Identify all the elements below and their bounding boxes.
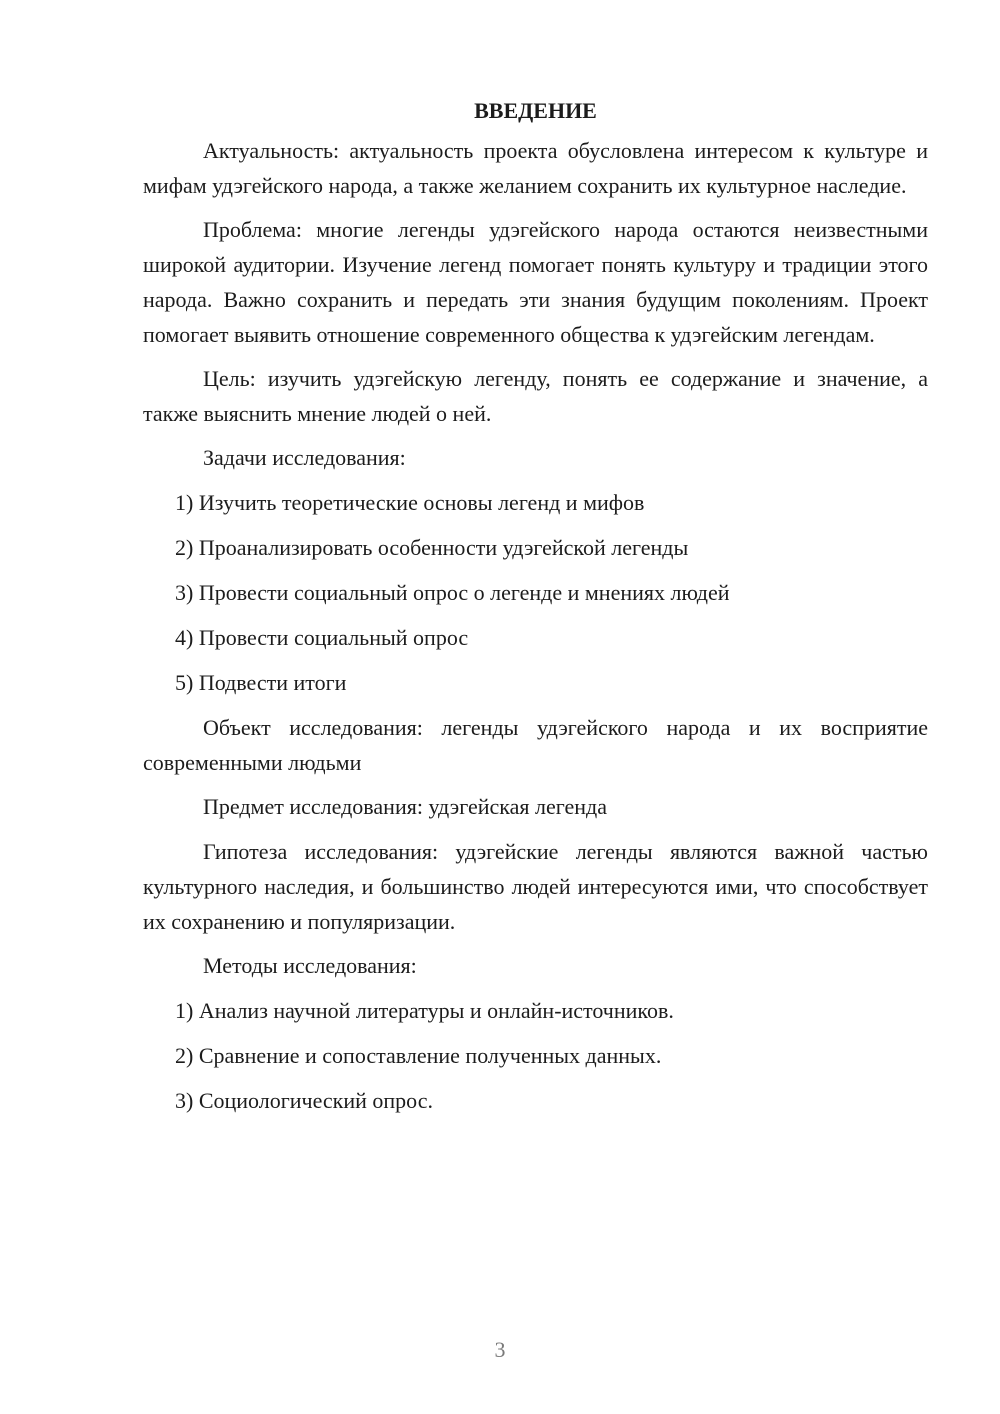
relevance-paragraph: Актуальность: актуальность проекта обусловлена интересом к культуре и мифам удэгейского народа, а также желанием сохранить их культурное наследие. <box>143 138 928 198</box>
methods-heading: Методы исследования: <box>203 953 417 978</box>
hypothesis-paragraph: Гипотеза исследования: удэгейские легенды являются важной частью культурного наследия, и большинство людей интересуются ими, что способствует их сохранению и популяризации. <box>143 839 928 934</box>
task-item: 4) Провести социальный опрос <box>175 625 469 650</box>
method-item: 3) Социологический опрос. <box>175 1088 433 1113</box>
task-item: 2) Проанализировать особенности удэгейской легенды <box>175 535 689 560</box>
task-item: 3) Провести социальный опрос о легенде и мнениях людей <box>175 580 730 605</box>
document-page <box>143 95 928 1128</box>
tasks-heading: Задачи исследования: <box>203 445 406 470</box>
method-item: 2) Сравнение и сопоставление полученных данных. <box>175 1043 662 1068</box>
section-title: ВВЕДЕНИЕ <box>474 98 597 123</box>
goal-paragraph: Цель: изучить удэгейскую легенду, понять ее содержание и значение, а также выяснить мнение людей о ней. <box>143 366 928 426</box>
task-item: 1) Изучить теоретические основы легенд и мифов <box>175 490 645 515</box>
page-number: 3 <box>494 1337 506 1362</box>
object-paragraph: Объект исследования: легенды удэгейского народа и их восприятие современными людьми <box>143 715 928 775</box>
method-item: 1) Анализ научной литературы и онлайн-источников. <box>175 998 674 1023</box>
problem-paragraph: Проблема: многие легенды удэгейского народа остаются неизвестными широкой аудитории. Изучение легенд помогает понять культуру и традиции этого народа. Важно сохранить и передать эти знания будущим поколениям. Проект помогает выявить отношение современного общества к удэгейским легендам. <box>143 217 928 347</box>
subject-paragraph: Предмет исследования: удэгейская легенда <box>203 794 607 819</box>
task-item: 5) Подвести итоги <box>175 670 347 695</box>
